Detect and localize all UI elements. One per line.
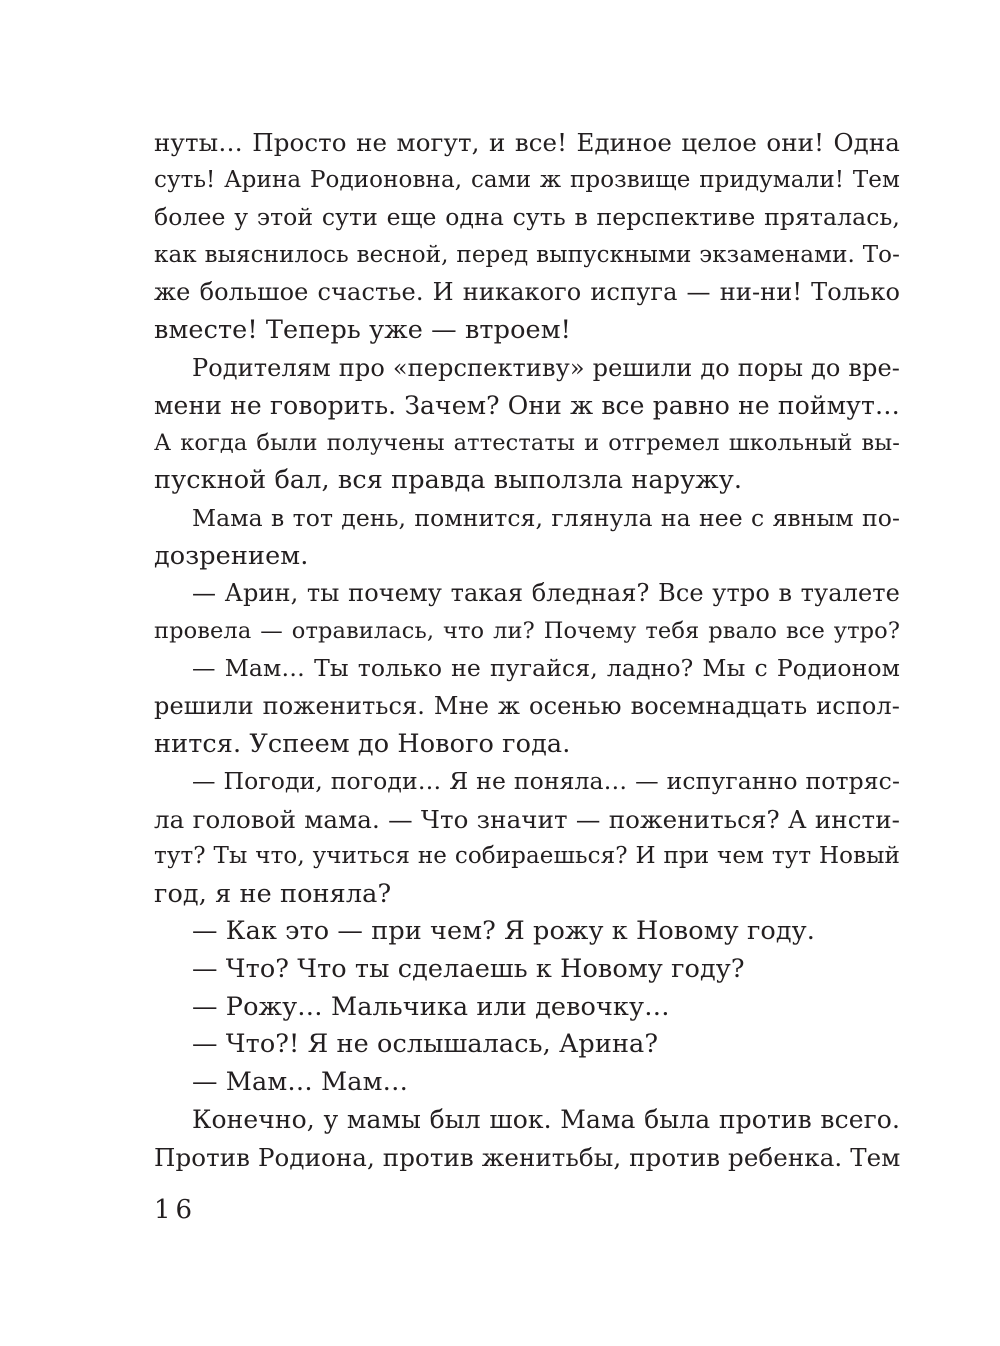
text-line: провела — отравилась, что ли? Почему тебя рвало все утро?	[154, 617, 900, 644]
text-line: суть! Арина Родионовна, сами ж прозвище придумали! Тем	[154, 166, 900, 193]
page-number: 16	[154, 1195, 198, 1225]
text-line: ла головой мама. — Что значит — пожениться? А инсти-	[154, 804, 900, 834]
text-line: — Мам… Мам…	[192, 1066, 409, 1097]
text-line: Родителям про «перспективу» решили до поры до вре-	[192, 353, 900, 382]
text-line: — Что? Что ты сделаешь к Новому году?	[192, 954, 745, 985]
text-line: пускной бал, вся правда выползла наружу.	[154, 465, 743, 496]
text-line: нится. Успеем до Нового года.	[154, 728, 571, 759]
text-line: Мама в тот день, помнится, глянула на нее с явным по-	[192, 503, 900, 532]
text-line: — Что?! Я не ослышалась, Арина?	[192, 1029, 659, 1060]
text-line: нуты… Просто не могут, и все! Единое целое они! Одна	[154, 128, 900, 157]
text-line: — Как это — при чем? Я рожу к Новому году.	[192, 916, 815, 947]
text-line: дозрением.	[154, 540, 309, 571]
text-line: как выяснилось весной, перед выпускными экзаменами. То-	[154, 241, 900, 268]
text-line: мени не говорить. Зачем? Они ж все равно не поймут…	[154, 391, 900, 421]
text-line: Конечно, у мамы был шок. Мама была против всего.	[192, 1105, 900, 1135]
body-text	[154, 124, 900, 1177]
text-line: год, я не поняла?	[154, 878, 392, 909]
text-line: — Погоди, погоди… Я не поняла… — испуганно потряс-	[192, 767, 900, 796]
text-line: — Арин, ты почему такая бледная? Все утро в туалете	[192, 579, 900, 608]
text-line: более у этой сути еще одна суть в перспективе пряталась,	[154, 203, 900, 232]
text-line: решили пожениться. Мне ж осенью восемнадцать испол-	[154, 691, 900, 720]
text-line: — Рожу… Мальчика или девочку…	[192, 991, 670, 1022]
text-line: — Мам… Ты только не пугайся, ладно? Мы с Родионом	[192, 654, 900, 683]
text-line: Против Родиона, против женитьбы, против ребенка. Тем	[154, 1143, 901, 1173]
text-line: тут? Ты что, учиться не собираешься? И при чем тут Новый	[154, 843, 900, 870]
text-line: вместе! Теперь уже — втроем!	[154, 314, 571, 345]
text-line: А когда были получены аттестаты и отгремел школьный вы-	[154, 429, 900, 456]
text-line: же большое счастье. И никакого испуга — ни-ни! Только	[154, 278, 900, 307]
